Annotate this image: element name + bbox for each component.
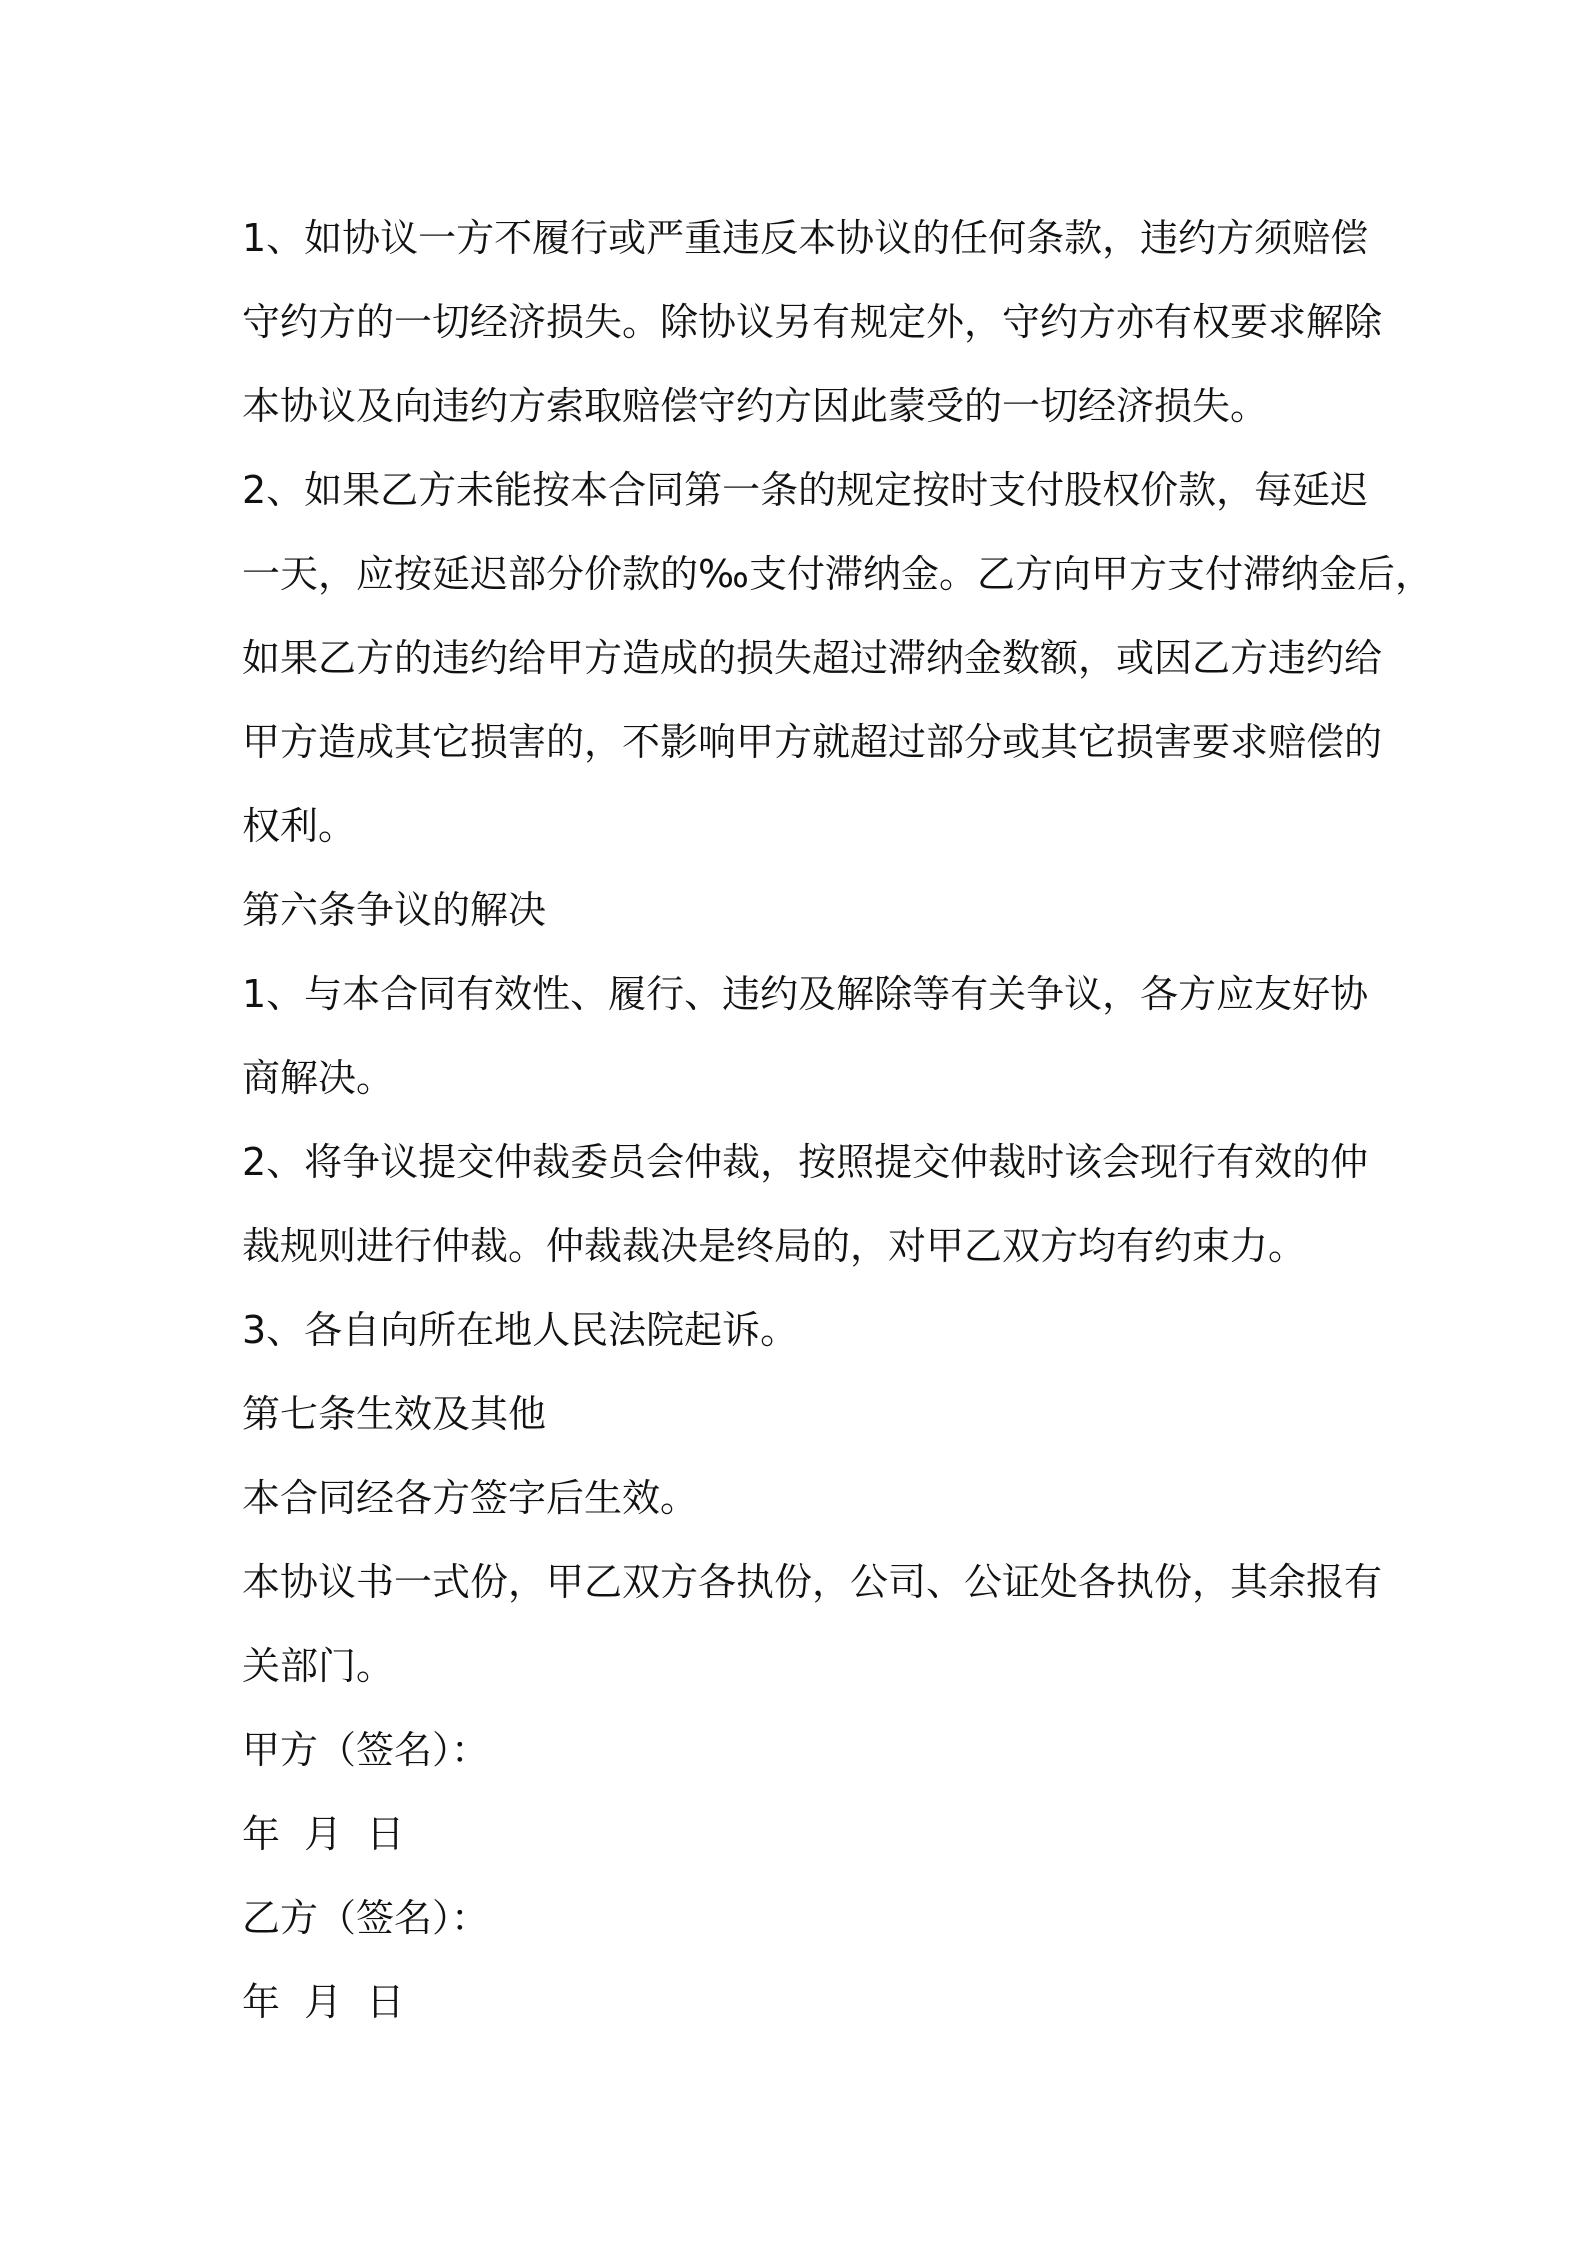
text-line: 1、如协议一方不履行或严重违反本协议的任何条款，违约方须赔偿 <box>242 216 1369 260</box>
text-line: 商解决。 <box>242 1056 395 1100</box>
document-body <box>242 196 1433 2044</box>
clause-5-1-paragraph <box>242 196 1383 448</box>
section-heading: 第七条生效及其他 <box>242 1392 547 1436</box>
text-line: 一天，应按延迟部分价款的‰支付滞纳金。乙方向甲方支付滞纳金后， <box>242 552 1433 596</box>
clause-5-2-paragraph <box>242 448 1433 868</box>
party-b-date <box>242 1960 1362 2044</box>
section-heading: 第六条争议的解决 <box>242 888 547 932</box>
clause-6-1-paragraph <box>242 952 1369 1120</box>
text-line: 如果乙方的违约给甲方造成的损失超过滞纳金数额，或因乙方违约给 <box>242 636 1383 680</box>
article-6-heading <box>242 868 1362 952</box>
date-line: 年 月 日 <box>242 1980 405 2024</box>
clause-7-2-paragraph <box>242 1540 1383 1708</box>
text-line: 本合同经各方签字后生效。 <box>242 1476 699 1520</box>
date-line: 年 月 日 <box>242 1812 405 1856</box>
text-line: 1、与本合同有效性、履行、违约及解除等有关争议，各方应友好协 <box>242 972 1369 1016</box>
text-line: 甲方造成其它损害的，不影响甲方就超过部分或其它损害要求赔偿的 <box>242 720 1383 764</box>
clause-6-2-paragraph <box>242 1120 1369 1288</box>
signature-label: 乙方（签名）： <box>242 1896 490 1940</box>
text-line: 本协议书一式份，甲乙双方各执份，公司、公证处各执份，其余报有 <box>242 1560 1383 1604</box>
party-a-date <box>242 1792 1362 1876</box>
text-line: 2、如果乙方未能按本合同第一条的规定按时支付股权价款，每延迟 <box>242 468 1369 512</box>
text-line: 2、将争议提交仲裁委员会仲裁，按照提交仲裁时该会现行有效的仲 <box>242 1140 1369 1184</box>
text-line: 守约方的一切经济损失。除协议另有规定外，守约方亦有权要求解除 <box>242 300 1383 344</box>
text-line: 关部门。 <box>242 1644 395 1688</box>
text-line: 3、各自向所在地人民法院起诉。 <box>242 1308 799 1352</box>
party-a-signature <box>242 1708 1362 1792</box>
article-7-heading <box>242 1372 1362 1456</box>
text-line: 权利。 <box>242 804 357 848</box>
clause-7-1-paragraph <box>242 1456 1362 1540</box>
signature-label: 甲方（签名）： <box>242 1728 490 1772</box>
text-line: 裁规则进行仲裁。仲裁裁决是终局的，对甲乙双方均有约束力。 <box>242 1224 1307 1268</box>
clause-6-3-paragraph <box>242 1288 1362 1372</box>
text-line: 本协议及向违约方索取赔偿守约方因此蒙受的一切经济损失。 <box>242 384 1269 428</box>
party-b-signature <box>242 1876 1362 1960</box>
